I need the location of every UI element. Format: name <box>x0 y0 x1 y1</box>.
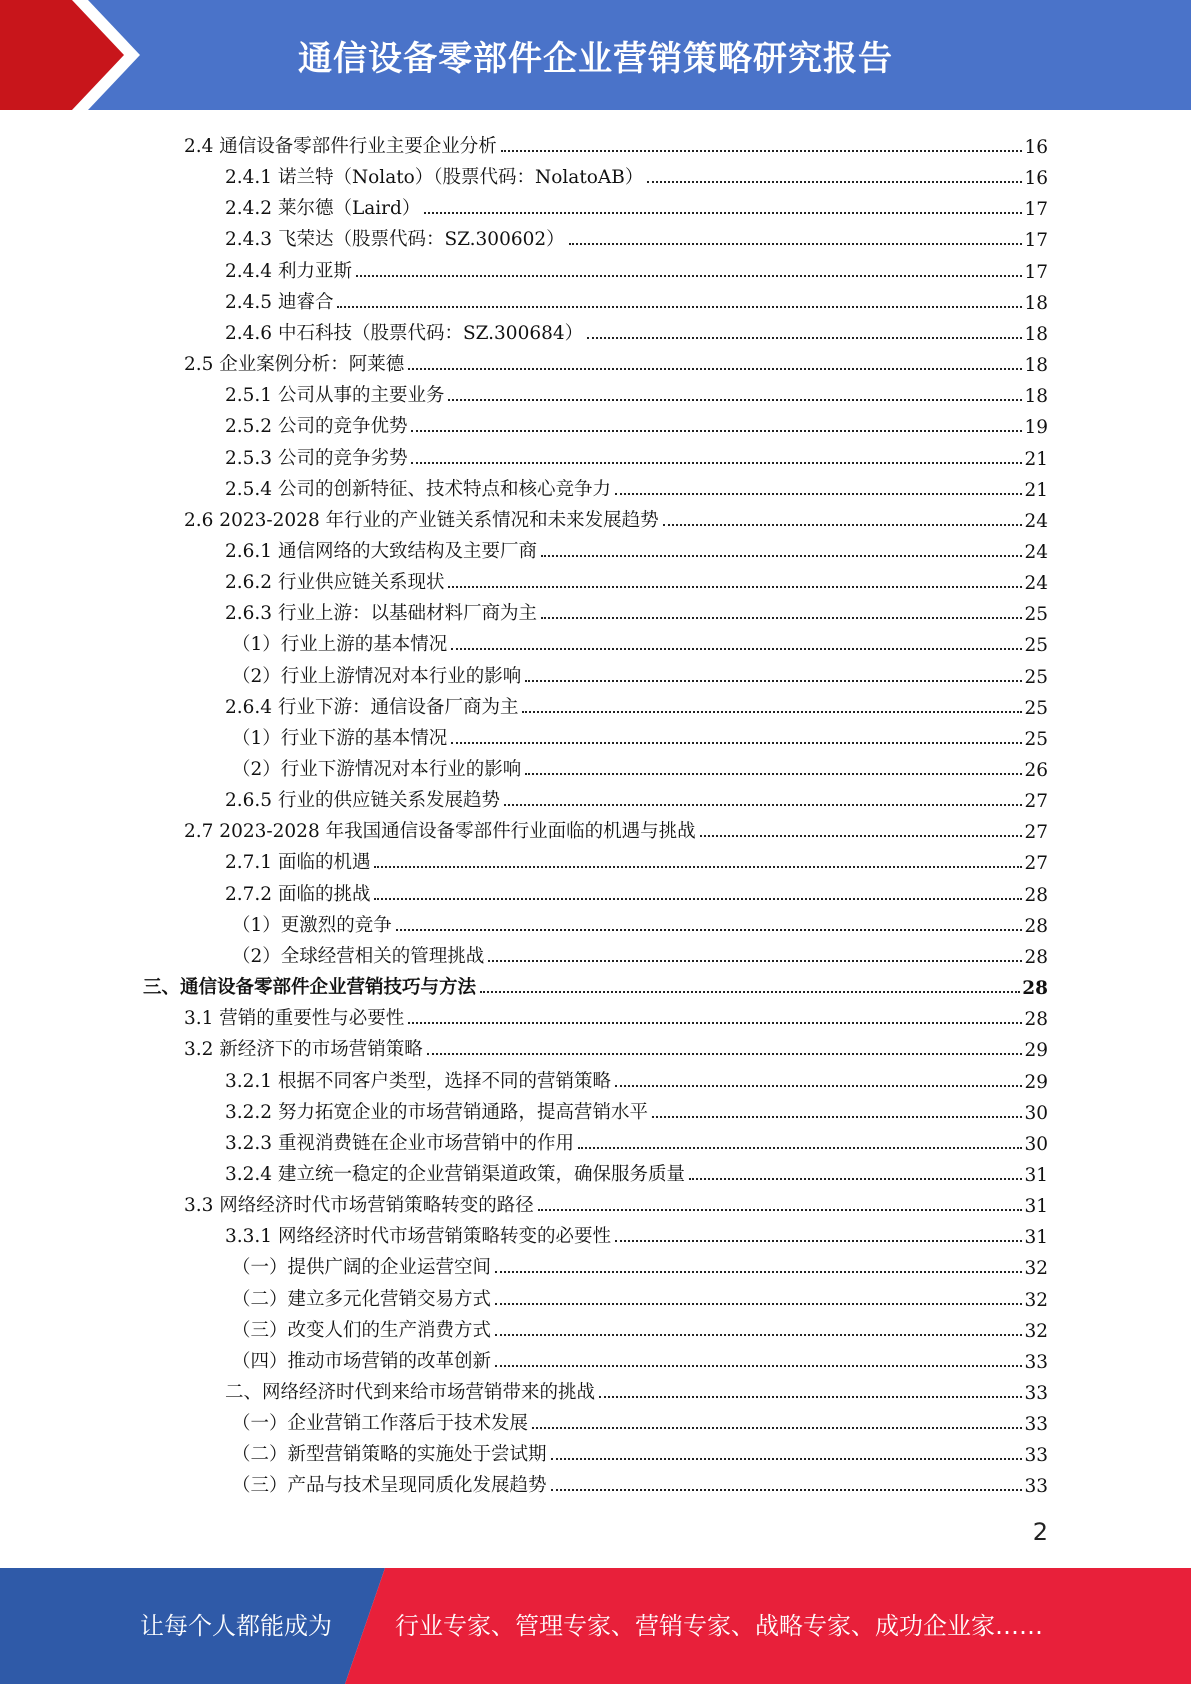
toc-leader-dots <box>551 1488 1023 1491</box>
toc-leader-dots <box>525 679 1022 682</box>
toc-entry[interactable] <box>225 189 1048 220</box>
toc-entry-label: 2.4.4 利力亚斯 <box>225 260 352 282</box>
toc-entry-page: 32 <box>1024 1258 1048 1280</box>
toc-entry[interactable] <box>225 688 1048 719</box>
toc-entry-page: 26 <box>1024 760 1048 781</box>
toc-leader-dots <box>448 398 1022 401</box>
toc-entry-label: （二）建立多元化营销交易方式 <box>232 1288 492 1310</box>
toc-entry-page: 18 <box>1024 355 1048 377</box>
toc-entry-page: 21 <box>1024 479 1048 501</box>
toc-leader-dots <box>451 741 1022 744</box>
toc-entry-label: （2）全球经营相关的管理挑战 <box>232 945 485 967</box>
toc-leader-dots <box>569 242 1023 245</box>
toc-leader-dots <box>541 616 1022 619</box>
toc-entry[interactable] <box>225 158 1048 189</box>
toc-entry-page: 30 <box>1024 1102 1048 1124</box>
toc-entry[interactable] <box>225 1062 1048 1093</box>
toc-entry-label: 3.1 营销的重要性与必要性 <box>184 1008 405 1030</box>
toc-entry-page: 33 <box>1024 1351 1048 1373</box>
toc-entry-page: 27 <box>1024 791 1048 813</box>
toc-leader-dots <box>522 710 1022 713</box>
toc-entry-page: 19 <box>1024 417 1048 439</box>
toc-entry[interactable] <box>225 563 1048 594</box>
toc-entry[interactable] <box>225 220 1048 251</box>
toc-entry-label: 2.6.3 行业上游：以基础材料厂商为主 <box>225 603 537 625</box>
toc-entry-page: 31 <box>1024 1164 1048 1186</box>
toc-leader-dots <box>411 429 1022 432</box>
toc-entry-page: 18 <box>1024 292 1048 314</box>
toc-entry-page: 25 <box>1024 666 1048 688</box>
toc-leader-dots <box>480 990 1020 993</box>
toc-entry-label: 2.4.3 飞荣达（股票代码：SZ.300602） <box>225 229 565 251</box>
toc-leader-dots <box>615 492 1022 495</box>
toc-entry-page: 25 <box>1024 728 1048 750</box>
toc-entry-label: 3.3 网络经济时代市场营销策略转变的路径 <box>184 1195 534 1217</box>
toc-entry-page: 24 <box>1024 541 1048 563</box>
toc-entry-page: 17 <box>1024 230 1048 252</box>
toc-entry[interactable] <box>225 532 1048 563</box>
toc-entry-label: 二、网络经济时代到来给市场营销带来的挑战 <box>225 1382 596 1403</box>
toc-entry-label: 2.5.3 公司的竞争劣势 <box>225 447 408 469</box>
toc-leader-dots <box>652 1115 1022 1118</box>
toc-leader-dots <box>541 554 1022 557</box>
toc-leader-dots <box>374 865 1022 868</box>
toc-entry-page: 21 <box>1024 448 1048 470</box>
toc-leader-dots <box>700 834 1023 837</box>
toc-leader-dots <box>689 1177 1022 1180</box>
toc-entry[interactable] <box>232 1404 1048 1435</box>
toc-entry-page: 29 <box>1024 1040 1048 1062</box>
toc-entry-label: 3.2.3 重视消费链在企业市场营销中的作用 <box>225 1132 574 1154</box>
toc-entry-label: （一）提供广阔的企业运营空间 <box>232 1257 492 1279</box>
toc-entry-label: 2.4.5 迪睿合 <box>225 291 334 313</box>
toc-entry-label: 2.7 2023-2028 年我国通信设备零部件行业面临的机遇与挑战 <box>184 821 696 843</box>
toc-entry-page: 33 <box>1024 1414 1048 1436</box>
toc-entry-page: 25 <box>1024 635 1048 657</box>
toc-entry-page: 33 <box>1024 1445 1048 1467</box>
toc-leader-dots <box>495 1270 1022 1273</box>
toc-entry[interactable] <box>225 470 1048 501</box>
toc-entry[interactable] <box>225 594 1048 625</box>
toc-leader-dots <box>663 523 1023 526</box>
report-title: 通信设备零部件企业营销策略研究报告 <box>298 38 893 79</box>
toc-entry-page: 18 <box>1024 386 1048 408</box>
toc-entry[interactable] <box>184 127 1048 158</box>
toc-entry[interactable] <box>232 1342 1048 1373</box>
toc-entry-label: 2.6.1 通信网络的大致结构及主要厂商 <box>225 540 537 562</box>
red-arrow-logo <box>0 0 140 110</box>
toc-leader-dots <box>424 211 1022 214</box>
toc-entry-label: 2.4 通信设备零部件行业主要企业分析 <box>184 136 497 157</box>
toc-entry-label: 2.5.4 公司的创新特征、技术特点和核心竞争力 <box>225 478 611 500</box>
toc-entry[interactable] <box>232 1280 1048 1311</box>
toc-entry[interactable] <box>225 781 1048 812</box>
toc-entry-label: 2.5.1 公司从事的主要业务 <box>225 385 445 407</box>
toc-leader-dots <box>356 274 1023 277</box>
toc-entry-label: （1）行业上游的基本情况 <box>232 634 448 656</box>
toc-leader-dots <box>578 1146 1022 1149</box>
footer-slogan-right: 行业专家、管理专家、营销专家、战略专家、成功企业家…… <box>395 1612 1043 1640</box>
toc-leader-dots <box>615 1239 1022 1242</box>
toc-entry-page: 25 <box>1024 697 1048 719</box>
toc-leader-dots <box>504 803 1022 806</box>
toc-entry-page: 29 <box>1024 1071 1048 1093</box>
toc-entry-label: （四）推动市场营销的改革创新 <box>232 1350 492 1372</box>
toc-entry-page: 16 <box>1024 168 1048 190</box>
toc-leader-dots <box>647 180 1022 183</box>
toc-entry-label: 2.7.1 面临的机遇 <box>225 852 371 874</box>
toc-entry-label: （2）行业上游情况对本行业的影响 <box>232 665 522 687</box>
toc-leader-dots <box>396 928 1023 931</box>
toc-entry[interactable] <box>184 1186 1048 1217</box>
page-footer <box>0 1568 1191 1684</box>
toc-entry-label: 3.2.4 建立统一稳定的企业营销渠道政策，确保服务质量 <box>225 1163 685 1185</box>
toc-entry-page: 27 <box>1024 853 1048 875</box>
toc-entry-page: 28 <box>1024 884 1048 906</box>
toc-leader-dots <box>495 1302 1022 1305</box>
toc-entry-page: 32 <box>1024 1289 1048 1311</box>
toc-entry[interactable] <box>232 1311 1048 1342</box>
toc-entry[interactable] <box>184 501 1048 532</box>
toc-entry[interactable] <box>232 937 1048 968</box>
toc-entry[interactable] <box>232 657 1048 688</box>
toc-leader-dots <box>532 1426 1022 1429</box>
toc-entry-page: 27 <box>1024 822 1048 844</box>
toc-entry[interactable] <box>225 1373 1048 1404</box>
toc-entry-page: 25 <box>1024 604 1048 626</box>
toc-entry-label: （1）行业下游的基本情况 <box>232 727 448 749</box>
toc-leader-dots <box>488 959 1022 962</box>
toc-entry-label: 2.5 企业案例分析：阿莱德 <box>184 354 405 376</box>
toc-entry[interactable] <box>232 1466 1048 1497</box>
toc-leader-dots <box>411 461 1022 464</box>
toc-entry-label: 2.6.4 行业下游：通信设备厂商为主 <box>225 696 519 718</box>
toc-entry[interactable] <box>232 625 1048 656</box>
toc-entry[interactable] <box>225 1124 1048 1155</box>
toc-entry[interactable] <box>232 750 1048 781</box>
page-number: 2 <box>1032 1518 1048 1546</box>
toc-entry-page: 31 <box>1024 1196 1048 1218</box>
toc-entry-label: 2.5.2 公司的竞争优势 <box>225 416 408 438</box>
toc-entry-page: 24 <box>1024 573 1048 595</box>
toc-entry-page: 16 <box>1024 137 1048 158</box>
toc-entry[interactable] <box>232 719 1048 750</box>
toc-entry-label: （三）改变人们的生产消费方式 <box>232 1319 492 1341</box>
page-header <box>0 0 1191 110</box>
toc-entry[interactable] <box>143 968 1048 999</box>
toc-entry-page: 28 <box>1024 915 1048 937</box>
toc-entry-label: 2.6.5 行业的供应链关系发展趋势 <box>225 790 500 812</box>
toc-entry-label: 2.4.1 诺兰特（Nolato）（股票代码：NolatoAB） <box>225 167 644 189</box>
toc-entry-label: （1）更激烈的竞争 <box>232 914 392 936</box>
toc-entry[interactable] <box>232 906 1048 937</box>
toc-entry-page: 28 <box>1022 978 1048 1000</box>
toc-entry-label: 3.2.2 努力拓宽企业的市场营销通路，提高营销水平 <box>225 1101 648 1123</box>
toc-leader-dots <box>374 897 1022 900</box>
toc-entry[interactable] <box>225 407 1048 438</box>
toc-entry-page: 33 <box>1024 1476 1048 1498</box>
toc-entry-label: 3.2.1 根据不同客户类型，选择不同的营销策略 <box>225 1070 611 1092</box>
toc-entry-page: 18 <box>1024 323 1048 345</box>
toc-entry-label: 2.7.2 面临的挑战 <box>225 883 371 905</box>
footer-slogan-left: 让每个人都能成为 <box>140 1612 332 1640</box>
toc-leader-dots <box>495 1364 1022 1367</box>
toc-entry[interactable] <box>225 1093 1048 1124</box>
toc-entry[interactable] <box>225 439 1048 470</box>
toc-entry-label: （三）产品与技术呈现同质化发展趋势 <box>232 1475 547 1497</box>
toc-entry-label: （一）企业营销工作落后于技术发展 <box>232 1413 529 1435</box>
toc-entry-label: 2.4.2 莱尔德（Laird） <box>225 198 421 220</box>
toc-entry[interactable] <box>225 875 1048 906</box>
toc-entry[interactable] <box>225 283 1048 314</box>
toc-leader-dots <box>599 1395 1022 1398</box>
toc-leader-dots <box>538 1208 1023 1211</box>
toc-entry[interactable] <box>184 812 1048 843</box>
toc-entry[interactable] <box>225 376 1048 407</box>
toc-entry[interactable] <box>225 1217 1048 1248</box>
toc-entry-page: 24 <box>1024 510 1048 532</box>
toc-entry[interactable] <box>184 1030 1048 1061</box>
toc-entry-label: 3.3.1 网络经济时代市场营销策略转变的必要性 <box>225 1226 611 1248</box>
toc-leader-dots <box>615 1084 1022 1087</box>
toc-entry-page: 32 <box>1024 1320 1048 1342</box>
toc-leader-dots <box>337 305 1022 308</box>
toc-entry-label: 2.6.2 行业供应链关系现状 <box>225 572 445 594</box>
toc-leader-dots <box>427 1052 1023 1055</box>
toc-leader-dots <box>408 367 1022 370</box>
toc-entry-page: 28 <box>1024 946 1048 968</box>
toc-entry[interactable] <box>184 345 1048 376</box>
toc-entry[interactable] <box>225 314 1048 345</box>
toc-entry-page: 17 <box>1024 199 1048 221</box>
toc-leader-dots <box>495 1333 1022 1336</box>
toc-entry[interactable] <box>225 843 1048 874</box>
toc-entry-page: 17 <box>1024 261 1048 283</box>
toc-entry[interactable] <box>232 1435 1048 1466</box>
toc-leader-dots <box>408 1021 1022 1024</box>
toc-leader-dots <box>551 1457 1023 1460</box>
toc-entry-label: （2）行业下游情况对本行业的影响 <box>232 759 522 780</box>
toc-entry-label: 2.4.6 中石科技（股票代码：SZ.300684） <box>225 322 584 344</box>
toc-entry-page: 31 <box>1024 1227 1048 1249</box>
toc-entry-label: 2.6 2023-2028 年行业的产业链关系情况和未来发展趋势 <box>184 509 659 531</box>
toc-entry[interactable] <box>225 252 1048 283</box>
toc-leader-dots <box>501 149 1023 152</box>
toc-leader-dots <box>525 772 1022 775</box>
toc-leader-dots <box>448 585 1022 588</box>
toc-entry-page: 30 <box>1024 1133 1048 1155</box>
toc-entry-label: 三、通信设备零部件企业营销技巧与方法 <box>143 977 477 999</box>
toc-entry-label: （二）新型营销策略的实施处于尝试期 <box>232 1444 547 1466</box>
toc-entry-page: 28 <box>1024 1009 1048 1031</box>
toc-entry-page: 33 <box>1024 1383 1048 1404</box>
toc-leader-dots <box>587 336 1022 339</box>
toc-leader-dots <box>451 647 1022 650</box>
toc-entry[interactable] <box>232 1248 1048 1279</box>
toc-entry[interactable] <box>225 1155 1048 1186</box>
toc-entry-label: 3.2 新经济下的市场营销策略 <box>184 1039 423 1061</box>
toc-entry[interactable] <box>184 999 1048 1030</box>
